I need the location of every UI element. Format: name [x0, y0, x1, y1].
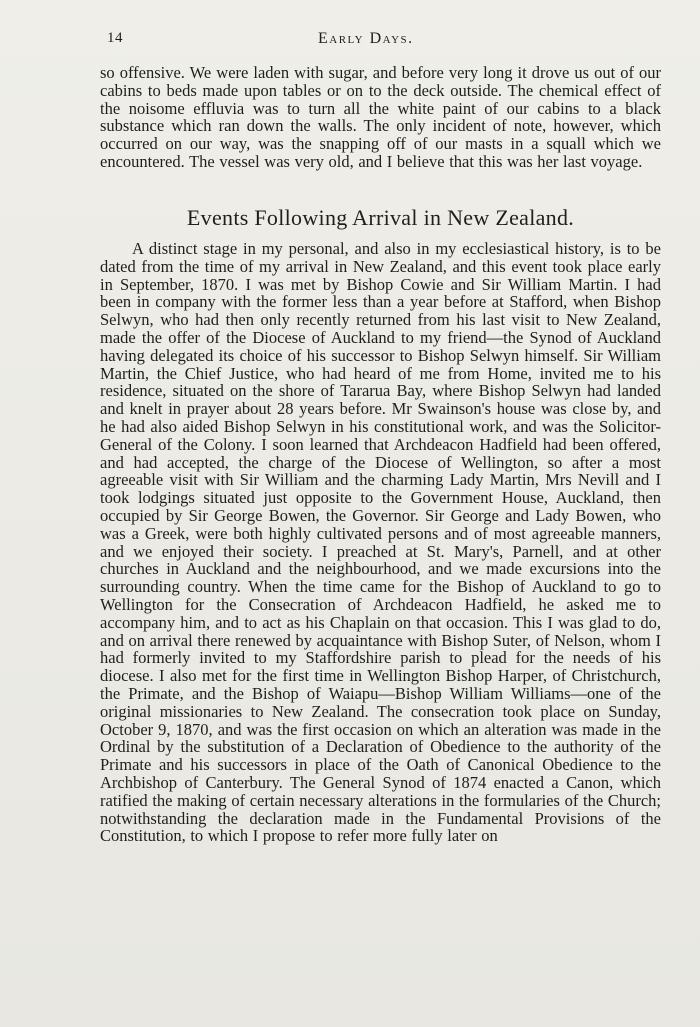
- running-title: Early Days.: [318, 30, 414, 47]
- section-paragraph: A distinct stage in my personal, and also in my ecclesiastical history, is to be dated from the time of my arrival in New Zealand, and this event took place early in September, 1870. I was met by Bishop Cowie and Sir William Martin. I had been in company with the former less than a year before at Stafford, when Bishop Selwyn, who had then only recently returned from his last visit to New Zealand, made the offer of the Diocese of Auckland to my friend—the Synod of Auckland having delegated its choice of his successor to Bishop Selwyn himself. Sir William Martin, the Chief Justice, who had heard of me from Home, invited me to his residence, situated on the shore of Tararua Bay, where Bishop Selwyn had landed and knelt in prayer about 28 years before. Mr Swainson's house was close by, and he had also aided Bishop Selwyn in his constitutional work, and was the Solicitor-General of the Colony. I soon learned that Archdeacon Hadfield had been offered, and had accepted, the charge of the Diocese of Wellington, so after a most agreeable visit with Sir William and the charming Lady Martin, Mrs Nevill and I took lodgings situated just opposite to the Government House, Auckland, then occupied by Sir George Bowen, the Governor. Sir George and Lady Bowen, who was a Greek, were both highly cultivated persons and of most agreeable manners, and we enjoyed their society. I preached at St. Mary's, Parnell, and at other churches in Auckland and the neighbourhood, and we made excursions into the surrounding country. When the time came for the Bishop of Auckland to go to Wellington for the Consecration of Archdeacon Hadfield, he asked me to accompany him, and to act as his Chaplain on that occasion. This I was glad to do, and on arrival there renewed by acquaintance with Bishop Suter, of Nelson, whom I had formerly invited to my Staffordshire parish to plead for the needs of his diocese. I also met for the first time in Wellington Bishop Harper, of Christchurch, the Primate, and the Bishop of Waiapu—Bishop William Williams—one of the original missionaries to New Zealand. The consecration took place on Sunday, October 9, 1870, and was the first occasion on which an alteration was made in the Ordinal by the substitution of a Declaration of Obedience to the authority of the Primate and his successors in place of the Oath of Canonical Obedience to the Archbishop of Canterbury. The General Synod of 1874 enacted a Canon, which ratified the making of certain necessary alterations in the formularies of the Church; notwithstanding the declaration made in the Fundamental Provisions of the Constitution, to which I propose to refer more fully later on: [100, 239, 661, 846]
- continuation-paragraph: so offensive. We were laden with sugar, and before very long it drove us out of our cabins to beds made upon tables or on to the deck outside. The chemical effect of the noisome effluvia was to turn all the white paint of our cabins to a black substance which ran down the walls. The only incident of note, however, which occurred on our way, was the snapping off of our masts in a squall which we encountered. The vessel was very old, and I believe that this was her last voyage.: [100, 63, 661, 171]
- section-text-block: [100, 240, 661, 845]
- page-number: 14: [107, 30, 123, 46]
- running-head: [0, 30, 700, 52]
- continuation-text-block: [100, 64, 661, 171]
- section-heading: Events Following Arrival in New Zealand.: [186, 205, 575, 230]
